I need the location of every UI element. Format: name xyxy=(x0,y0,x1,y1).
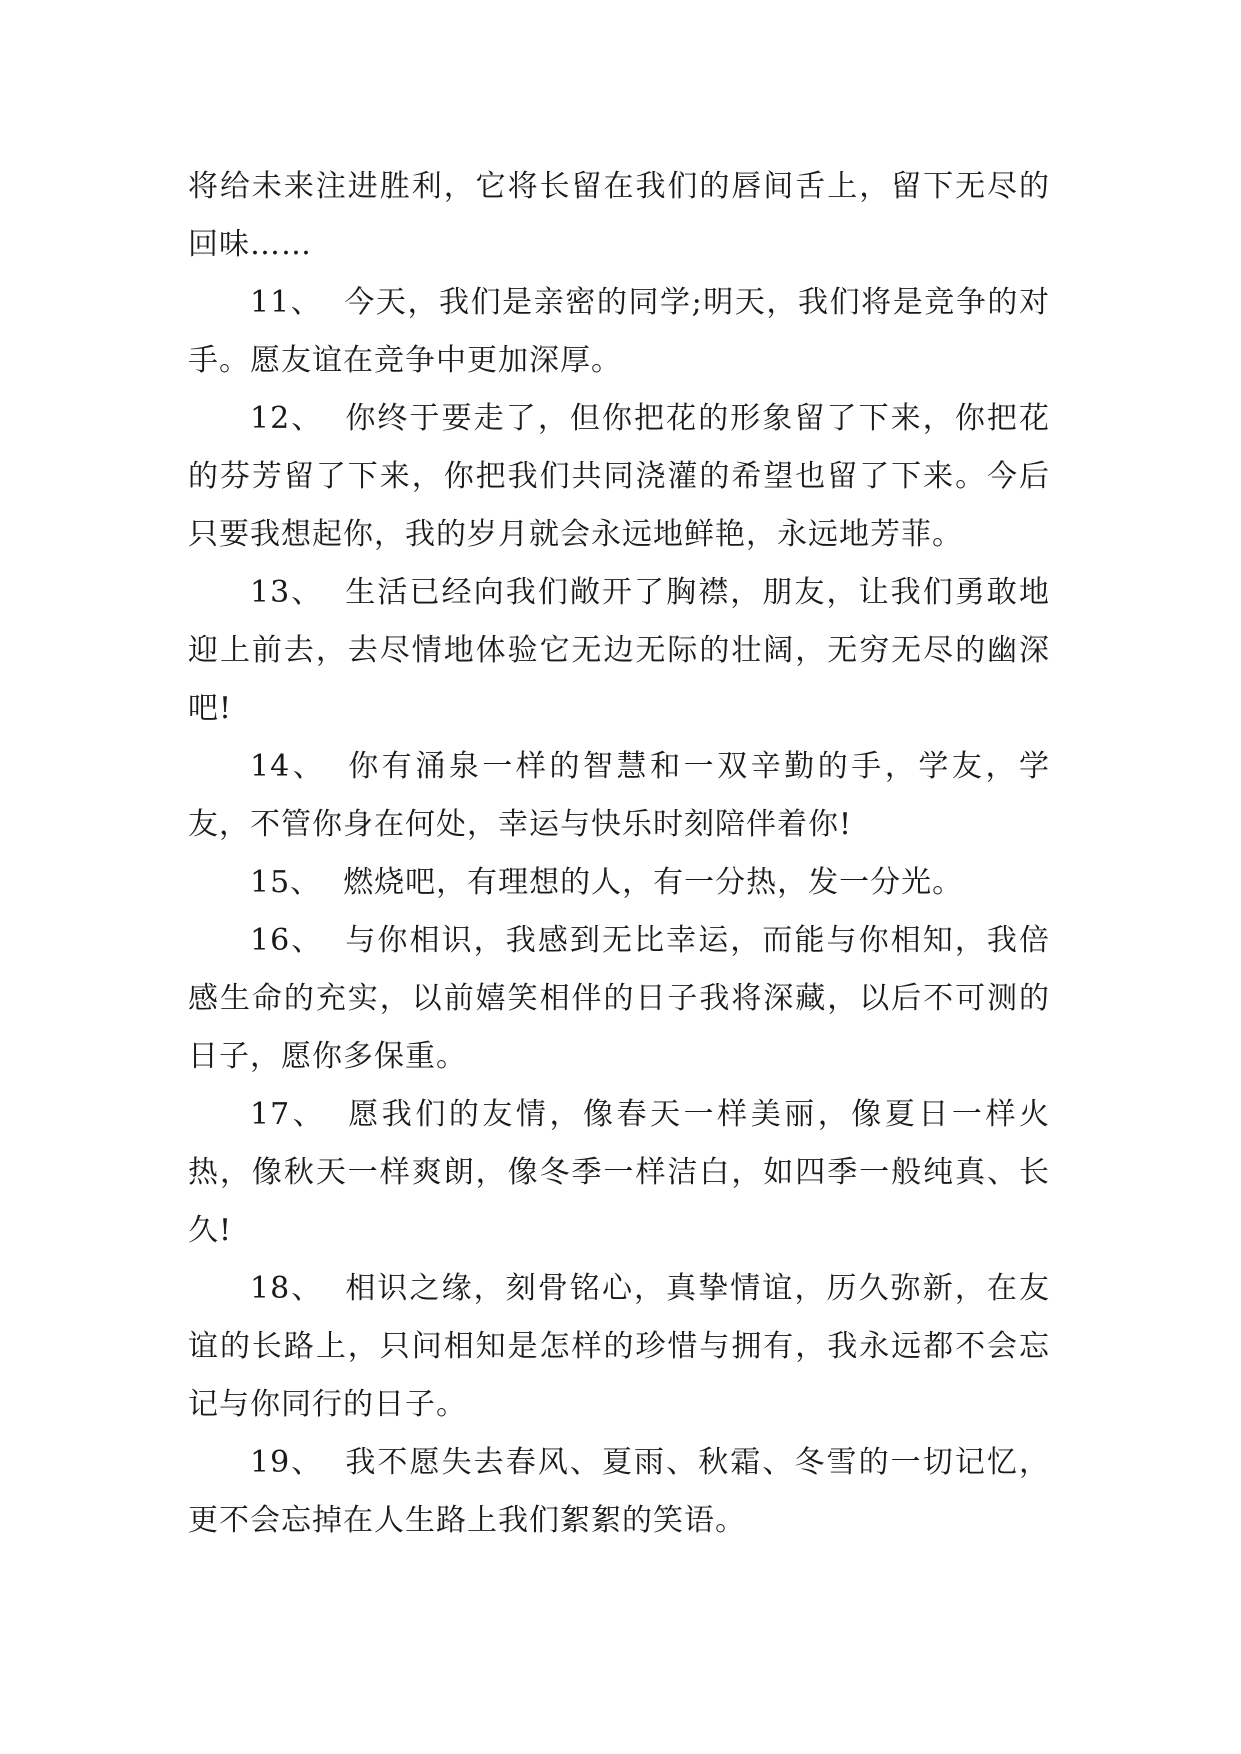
paragraph-number: 11、 xyxy=(250,285,323,320)
paragraph-17 xyxy=(188,1086,1050,1260)
paragraph-16 xyxy=(188,912,1050,1086)
paragraph-text: 燃烧吧，有理想的人，有一分热，发一分光。 xyxy=(343,865,964,900)
paragraph-text: 将给未来注进胜利，它将长留在我们的唇间舌上，留下无尽的回味…… xyxy=(188,169,1050,262)
paragraph-continuation xyxy=(188,158,1050,274)
paragraph-text: 今天，我们是亲密的同学;明天，我们将是竞争的对手。愿友谊在竞争中更加深厚。 xyxy=(188,285,1050,378)
paragraph-number: 13、 xyxy=(250,575,324,610)
paragraph-number: 15、 xyxy=(250,865,322,900)
paragraph-15 xyxy=(188,854,1050,912)
paragraph-19 xyxy=(188,1434,1050,1550)
paragraph-text: 生活已经向我们敞开了胸襟，朋友，让我们勇敢地迎上前去，去尽情地体验它无边无际的壮阔，无穷无尽的幽深吧! xyxy=(188,575,1050,726)
paragraph-18 xyxy=(188,1260,1050,1434)
paragraph-number: 12、 xyxy=(250,401,324,436)
paragraph-text: 与你相识，我感到无比幸运，而能与你相知，我倍感生命的充实，以前嬉笑相伴的日子我将深藏，以后不可测的日子，愿你多保重。 xyxy=(188,923,1050,1074)
paragraph-text: 相识之缘，刻骨铭心，真挚情谊，历久弥新，在友谊的长路上，只问相知是怎样的珍惜与拥有，我永远都不会忘记与你同行的日子。 xyxy=(188,1271,1050,1422)
paragraph-text: 愿我们的友情，像春天一样美丽，像夏日一样火热，像秋天一样爽朗，像冬季一样洁白，如四季一般纯真、长久! xyxy=(188,1097,1050,1248)
paragraph-number: 19、 xyxy=(250,1445,324,1480)
paragraph-13 xyxy=(188,564,1050,738)
paragraph-14 xyxy=(188,738,1050,854)
paragraph-number: 16、 xyxy=(250,923,324,958)
paragraph-11 xyxy=(188,274,1050,390)
paragraph-12 xyxy=(188,390,1050,564)
paragraph-text: 你有涌泉一样的智慧和一双辛勤的手，学友，学友，不管你身在何处，幸运与快乐时刻陪伴着你! xyxy=(188,749,1050,842)
document-body xyxy=(188,158,1050,1550)
paragraph-number: 18、 xyxy=(250,1271,324,1306)
paragraph-number: 17、 xyxy=(250,1097,327,1132)
paragraph-text: 你终于要走了，但你把花的形象留了下来，你把花的芬芳留了下来，你把我们共同浇灌的希望也留了下来。今后只要我想起你，我的岁月就会永远地鲜艳，永远地芳菲。 xyxy=(188,401,1050,552)
paragraph-text: 我不愿失去春风、夏雨、秋霜、冬雪的一切记忆，更不会忘掉在人生路上我们絮絮的笑语。 xyxy=(188,1445,1050,1538)
paragraph-number: 14、 xyxy=(250,749,327,784)
